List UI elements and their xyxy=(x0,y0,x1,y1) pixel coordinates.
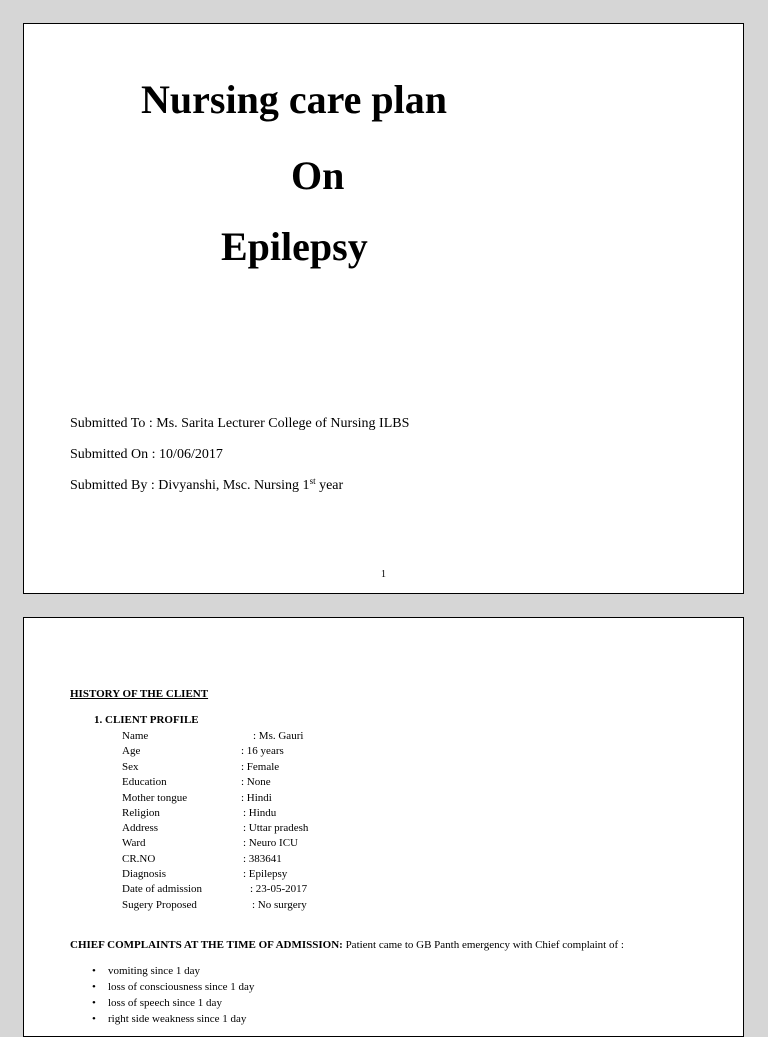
submitted-by-tail: year xyxy=(315,478,344,493)
profile-value: : 16 years xyxy=(241,745,284,757)
profile-value: : Ms. Gauri xyxy=(253,730,304,742)
title-line-3: Epilepsy xyxy=(221,224,368,269)
profile-label: Name xyxy=(122,730,149,742)
profile-label: Diagnosis xyxy=(122,868,166,880)
ordinal-suffix: st xyxy=(309,476,316,486)
profile-label: Mother tongue xyxy=(122,792,188,804)
submitted-to: Submitted To : Ms. Sarita Lecturer College of Nursing ILBS xyxy=(70,416,410,431)
profile-label: Address xyxy=(122,822,159,834)
submitted-on: Submitted On : 10/06/2017 xyxy=(70,447,223,462)
profile-value: : Female xyxy=(241,761,280,773)
profile-value: : 383641 xyxy=(243,853,282,865)
complaint-item: • loss of consciousness since 1 day xyxy=(108,982,254,993)
profile-value: : None xyxy=(241,776,271,788)
chief-complaints-text: Patient came to GB Panth emergency with Chief complaint of : xyxy=(342,939,624,951)
section-heading: HISTORY OF THE CLIENT xyxy=(70,688,209,700)
client-profile-heading: 1. CLIENT PROFILE xyxy=(94,714,199,726)
title-line-1: Nursing care plan xyxy=(141,77,447,122)
profile-value: : Epilepsy xyxy=(243,868,288,880)
profile-value: : No surgery xyxy=(252,899,307,911)
submitted-by-text: Submitted By : Divyanshi, Msc. Nursing 1 xyxy=(70,478,310,493)
profile-label: Sex xyxy=(122,761,139,773)
chief-complaints-heading: CHIEF COMPLAINTS AT THE TIME OF ADMISSION: xyxy=(70,939,343,951)
title-line-2: On xyxy=(291,153,345,198)
document-page-1 xyxy=(23,23,744,594)
profile-label: Sugery Proposed xyxy=(122,899,197,911)
complaint-item: • vomiting since 1 day xyxy=(108,966,200,977)
complaint-item: • loss of speech since 1 day xyxy=(108,998,222,1009)
profile-value: : Hindi xyxy=(241,792,272,804)
profile-label: CR.NO xyxy=(122,853,156,865)
profile-value: : Uttar pradesh xyxy=(243,822,309,834)
profile-label: Ward xyxy=(122,837,146,849)
chief-complaints xyxy=(70,940,624,951)
profile-label: Religion xyxy=(122,807,160,819)
profile-value: : Neuro ICU xyxy=(243,837,298,849)
profile-label: Age xyxy=(122,745,141,757)
profile-value: : 23-05-2017 xyxy=(250,883,308,895)
profile-label: Date of admission xyxy=(122,883,203,895)
submitted-by xyxy=(70,476,344,493)
complaint-item: • right side weakness since 1 day xyxy=(108,1014,246,1025)
page-number: 1 xyxy=(381,569,386,580)
document-page-2 xyxy=(23,617,744,1037)
profile-label: Education xyxy=(122,776,167,788)
profile-value: : Hindu xyxy=(243,807,277,819)
